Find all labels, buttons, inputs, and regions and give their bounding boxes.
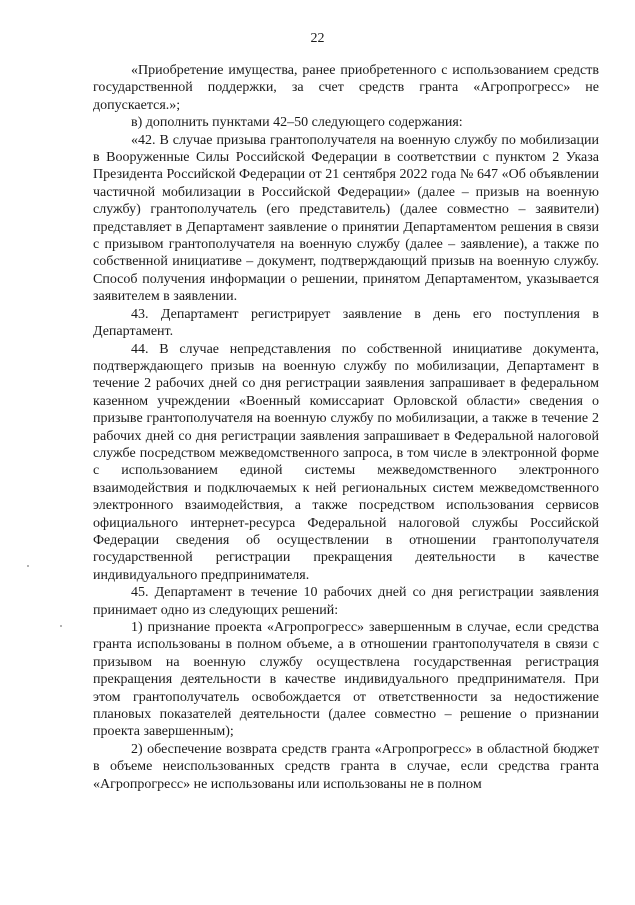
paragraph-amendment-intro: в) дополнить пунктами 42–50 следующего содержания: [131,115,463,131]
paragraph-item-42: «42. В случае призыва грантополучателя на военную службу по мобилизации в Вооруженные Силы Российской Федерации в соответствии с пунктом 2 Указа Президента Российской Федерации от 21 сентября 2022 года № 647 «Об объявлении частичной мобилизации в Российской Федерации» (далее – призыв на военную службу) грантополучатель (его представитель) (далее совместно – заявители) представляет в Департамент заявление о принятии Департаментом решения в связи с призывом грантополучателя на военную службу (далее – заявление), а также по собственной инициативе – документ, подтверждающий призыв на военную службу. Способ получения информации о решении, принятом Департаментом, указывается заявителем в заявлении. [93,132,599,305]
paragraph-acquisition-clause: «Приобретение имущества, ранее приобретенного с использованием средств государственной поддержки, за счет средств гранта «Агропрогресс» не допускается.»; [93,63,599,113]
scan-speck-mark [60,625,62,627]
paragraph-item-43: 43. Департамент регистрирует заявление в день его поступления в Департамент. [93,306,599,340]
paragraph-item-45: 45. Департамент в течение 10 рабочих дней со дня регистрации заявления принимает одно из следующих решений: [93,585,599,618]
paragraph-item-44: 44. В случае непредставления по собственной инициативе документа, подтверждающего призыв на военную службу по мобилизации, Департамент в течение 2 рабочих дней со дня регистрации заявления запрашивает в федеральном казенном учреждении «Военный комиссариат Орловской области» сведения о призыве грантополучателя на военную службу по мобилизации, а также в течение 2 рабочих дней со дня регистрации заявления запрашивает в Федеральной налоговой службе посредством межведомственного запроса, в том числе в электронной форме с использованием единой системы межведомственного электронного взаимодействия и подключаемых к ней региональных систем межведомственного электронного взаимодействия, а также посредством использования сервисов официального интернет-ресурса Федеральной налоговой службы Российской Федерации сведения об осуществлении в отношении грантополучателя государственной регистрации прекращения деятельности в качестве индивидуального предпринимателя. [93,341,599,583]
page-number: 22 [310,31,325,46]
paragraph-item-45-subitem-1: 1) признание проекта «Агропрогресс» завершенным в случае, если средства гранта использованы в полном объеме, а в отношении грантополучателя в связи с призывом на военную службу осуществлена государственная регистрация прекращения деятельности в качестве индивидуального предпринимателя. При этом грантополучатель освобождается от ответственности за недостижение плановых показателей деятельности (далее совместно – решение о признании проекта завершенным); [93,620,599,740]
scan-speck-mark [27,565,29,567]
document-body [93,62,599,793]
paragraph-item-45-subitem-2: 2) обеспечение возврата средств гранта «Агропрогресс» в областной бюджет в объеме неиспользованных средств гранта в случае, если средства гранта «Агропрогресс» не использованы или использованы не в полном [93,741,599,792]
